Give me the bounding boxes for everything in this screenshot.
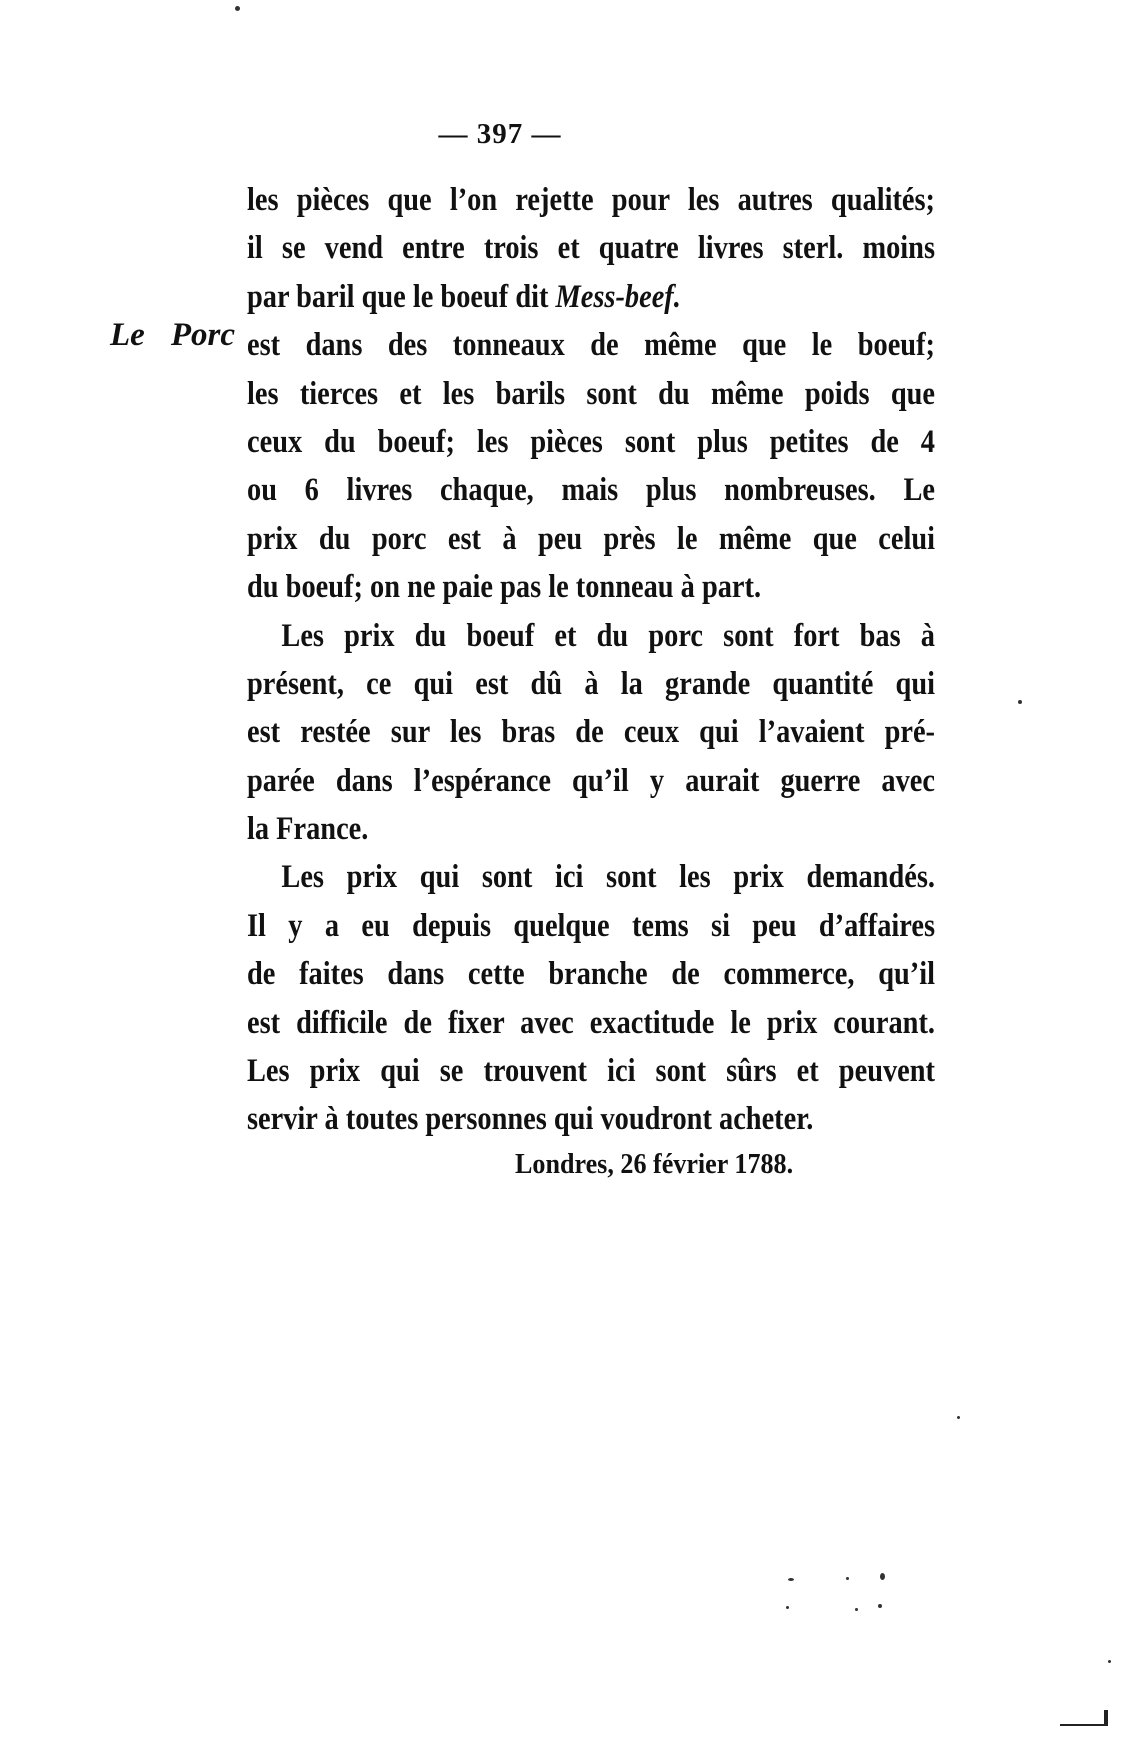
text-line: prix du porc est à peu près le même que celui (247, 520, 935, 557)
text-line: est difficile de fixer avec exactitude le prix courant. (247, 1004, 935, 1041)
scan-edge-line (1060, 1724, 1104, 1726)
text-line: Il y a eu depuis quelque tems si peu d’affaires (247, 907, 935, 944)
margin-note-word: Le (110, 317, 145, 353)
scan-speck (235, 6, 240, 11)
text-line: les pièces que l’on rejette pour les autres qualités; (247, 182, 935, 218)
scan-speck (957, 1416, 960, 1419)
text-line: est restée sur les bras de ceux qui l’avaient pré- (247, 714, 935, 751)
text-line: Les prix qui sont ici sont les prix demandés. (281, 859, 935, 896)
scan-speck (846, 1577, 849, 1580)
scan-speck (1108, 1660, 1111, 1663)
text-segment: par baril que le boeuf dit (247, 278, 556, 315)
text-line: Les prix qui se trouvent ici sont sûrs et peuvent (247, 1053, 935, 1090)
margin-note-word: Porc (170, 317, 235, 353)
text-line: les tierces et les barils sont du même poids que (247, 375, 935, 412)
scan-speck (855, 1608, 858, 1611)
text-line: il se vend entre trois et quatre livres sterl. moins (247, 230, 935, 267)
body-text (247, 176, 935, 1144)
text-line: de faites dans cette branche de commerce, qu’il (247, 956, 935, 993)
text-line: ceux du boeuf; les pièces sont plus petites de 4 (247, 423, 935, 460)
text-line: servir à toutes personnes qui voudront acheter. (247, 1101, 814, 1138)
text-line: ou 6 livres chaque, mais plus nombreuses. Le (247, 472, 935, 509)
scan-speck (878, 1604, 882, 1608)
signature-dateline: Londres, 26 février 1788. (515, 1148, 794, 1180)
text-line (247, 273, 935, 321)
scan-speck (1018, 700, 1022, 704)
scan-speck (788, 1578, 794, 1581)
scan-edge-mark (1104, 1710, 1108, 1726)
margin-note (110, 311, 235, 359)
text-line: présent, ce qui est dû à la grande quantité qui (247, 665, 935, 702)
text-line: la France. (247, 811, 369, 848)
text-line: parée dans l’espérance qu’il y aurait guerre avec (247, 762, 935, 799)
page-number: — 397 — (438, 118, 562, 150)
italic-term: Mess-beef. (555, 278, 681, 315)
text-line: Les prix du boeuf et du porc sont fort bas à (281, 617, 935, 654)
scan-speck (786, 1606, 789, 1609)
text-line: est dans des tonneaux de même que le boeuf; (247, 327, 935, 364)
text-line: du boeuf; on ne paie pas le tonneau à part. (247, 569, 762, 606)
scan-speck (880, 1573, 885, 1580)
